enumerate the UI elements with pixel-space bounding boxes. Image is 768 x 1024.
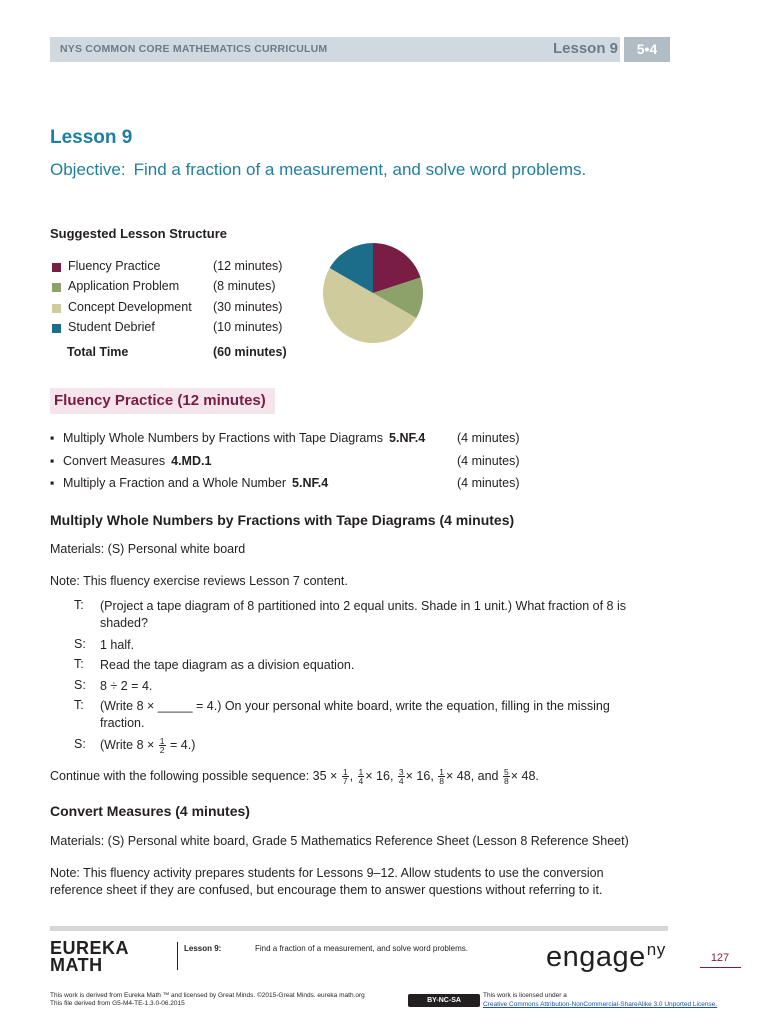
module-badge: 5•4 <box>624 37 670 62</box>
footer-lesson-label: Lesson 9: <box>184 944 222 953</box>
fraction: $\frac{1}{7}$ <box>342 767 348 786</box>
legend-swatch <box>52 263 61 272</box>
bullet-standard: 5.NF.4 <box>292 476 329 490</box>
fluency-bullet <box>50 454 530 472</box>
note-text: Note: This fluency exercise reviews Lesson 7 content. <box>50 574 348 588</box>
bullet-standard: 4.MD.1 <box>171 454 212 468</box>
fraction: $\frac{1}{2}$ <box>159 736 165 756</box>
footer-divider <box>50 926 668 931</box>
legend-label: Concept Development <box>68 300 192 314</box>
utterance: 8 ÷ 2 = 4. <box>100 679 153 693</box>
note-text-line: Note: This fluency activity prepares students for Lessons 9–12. Allow students to use the conversion <box>50 866 604 880</box>
bullet-text: Convert Measures 4.MD.1 <box>63 454 212 468</box>
page-number-rule <box>700 967 741 968</box>
fraction: $\frac{3}{4}$ <box>398 767 404 786</box>
curriculum-label: NYS COMMON CORE MATHEMATICS CURRICULUM <box>60 43 328 55</box>
bullet-time: (4 minutes) <box>457 476 520 490</box>
fluency-heading: Fluency Practice (12 minutes) <box>54 392 266 409</box>
legend-swatch <box>52 304 61 313</box>
section-heading-tape-diagrams: Multiply Whole Numbers by Fractions with Tape Diagrams (4 minutes) <box>50 512 515 528</box>
eureka-math-logo-line2: MATH <box>50 955 103 975</box>
speaker: S: <box>74 637 86 651</box>
footer-separator <box>177 942 178 970</box>
eureka-math-logo: EUREKA <box>50 938 130 958</box>
creative-commons-badge: BY-NC-SA <box>408 994 480 1007</box>
bullet-text: Multiply Whole Numbers by Fractions with Tape Diagrams 5.NF.4 <box>63 431 426 445</box>
bullet-standard: 5.NF.4 <box>389 431 426 445</box>
legend-label: Application Problem <box>68 279 180 293</box>
speaker: S: <box>74 737 86 751</box>
utterance: Read the tape diagram as a division equation. <box>100 658 355 672</box>
footer-objective: Find a fraction of a measurement, and solve word problems. <box>255 944 468 953</box>
bullet-time: (4 minutes) <box>457 454 520 468</box>
fraction: $\frac{1}{4}$ <box>358 767 364 786</box>
cc-license-text: This work is licensed under a <box>483 992 567 999</box>
continue-sequence: Continue with the following possible sequence: 35 × $\frac{1}{7}$ , $\frac{1}{4}$ × 16, $\frac{3}{4}$ × 16, $\frac{1}{8}$ × 48, and $\frac{5}{8}$ × 48. <box>50 767 539 786</box>
legend-time: (8 minutes) <box>213 279 276 293</box>
materials-text: Materials: (S) Personal white board, Grade 5 Mathematics Reference Sheet (Lesson 8 Reference Sheet) <box>50 834 629 848</box>
bullet-time: (4 minutes) <box>457 431 520 445</box>
bullet-marker: ▪ <box>50 454 55 468</box>
lesson-structure-pie-chart <box>320 240 426 346</box>
legend-label: Fluency Practice <box>68 259 161 273</box>
cc-license-link[interactable]: Creative Commons Attribution-NonCommercial-ShareAlike 3.0 Unported License. <box>483 1001 718 1008</box>
page-title: Lesson 9 <box>50 127 133 148</box>
materials-text: Materials: (S) Personal white board <box>50 542 246 556</box>
license-file-text: This file derived from G5-M4-TE-1.3.0-06.2015 <box>50 1000 185 1007</box>
header-lesson-label: Lesson 9 <box>552 40 618 57</box>
speaker: T: <box>74 657 84 671</box>
legend-time: (30 minutes) <box>213 300 283 314</box>
total-time-label: Total Time <box>67 345 129 359</box>
page-number: 127 <box>710 952 730 964</box>
fraction: $\frac{1}{8}$ <box>439 767 445 786</box>
speaker: T: <box>74 598 84 612</box>
note-text-line: reference sheet if they are confused, but encourage them to answer questions without referring to it. <box>50 883 603 897</box>
speaker: S: <box>74 678 86 692</box>
total-time-value: (60 minutes) <box>213 345 287 359</box>
license-text: This work is derived from Eureka Math ™ and licensed by Great Minds. ©2015-Great Minds. eureka math.org <box>50 992 365 999</box>
section-heading-convert-measures: Convert Measures (4 minutes) <box>50 803 250 819</box>
utterance: 1 half. <box>100 638 135 652</box>
lesson-objective <box>50 160 586 180</box>
speaker: T: <box>74 698 84 712</box>
fluency-bullet <box>50 431 530 449</box>
fraction: $\frac{5}{8}$ <box>503 767 509 786</box>
objective-label: Objective: <box>50 160 126 179</box>
legend-swatch <box>52 324 61 333</box>
fluency-bullet <box>50 476 530 494</box>
legend-swatch <box>52 283 61 292</box>
lesson-structure-heading: Suggested Lesson Structure <box>50 226 227 241</box>
legend-label: Student Debrief <box>68 320 155 334</box>
engageny-logo: engage$^{ny}$ <box>546 940 666 973</box>
bullet-marker: ▪ <box>50 431 55 445</box>
objective-text: Find a fraction of a measurement, and solve word problems. <box>133 160 587 179</box>
utterance: (Project a tape diagram of 8 partitioned into 2 equal units. Shade in 1 unit.) What fraction of 8 is shaded? <box>100 599 626 630</box>
bullet-marker: ▪ <box>50 476 55 490</box>
utterance: (Write 8 × _____ = 4.) On your personal white board, write the equation, filling in the missing fraction. <box>100 699 610 730</box>
legend-time: (10 minutes) <box>213 320 283 334</box>
utterance: (Write 8 × $\frac{1}{2}$ = 4.) <box>100 736 196 756</box>
bullet-text: Multiply a Fraction and a Whole Number 5.NF.4 <box>63 476 329 490</box>
legend-time: (12 minutes) <box>213 259 283 273</box>
